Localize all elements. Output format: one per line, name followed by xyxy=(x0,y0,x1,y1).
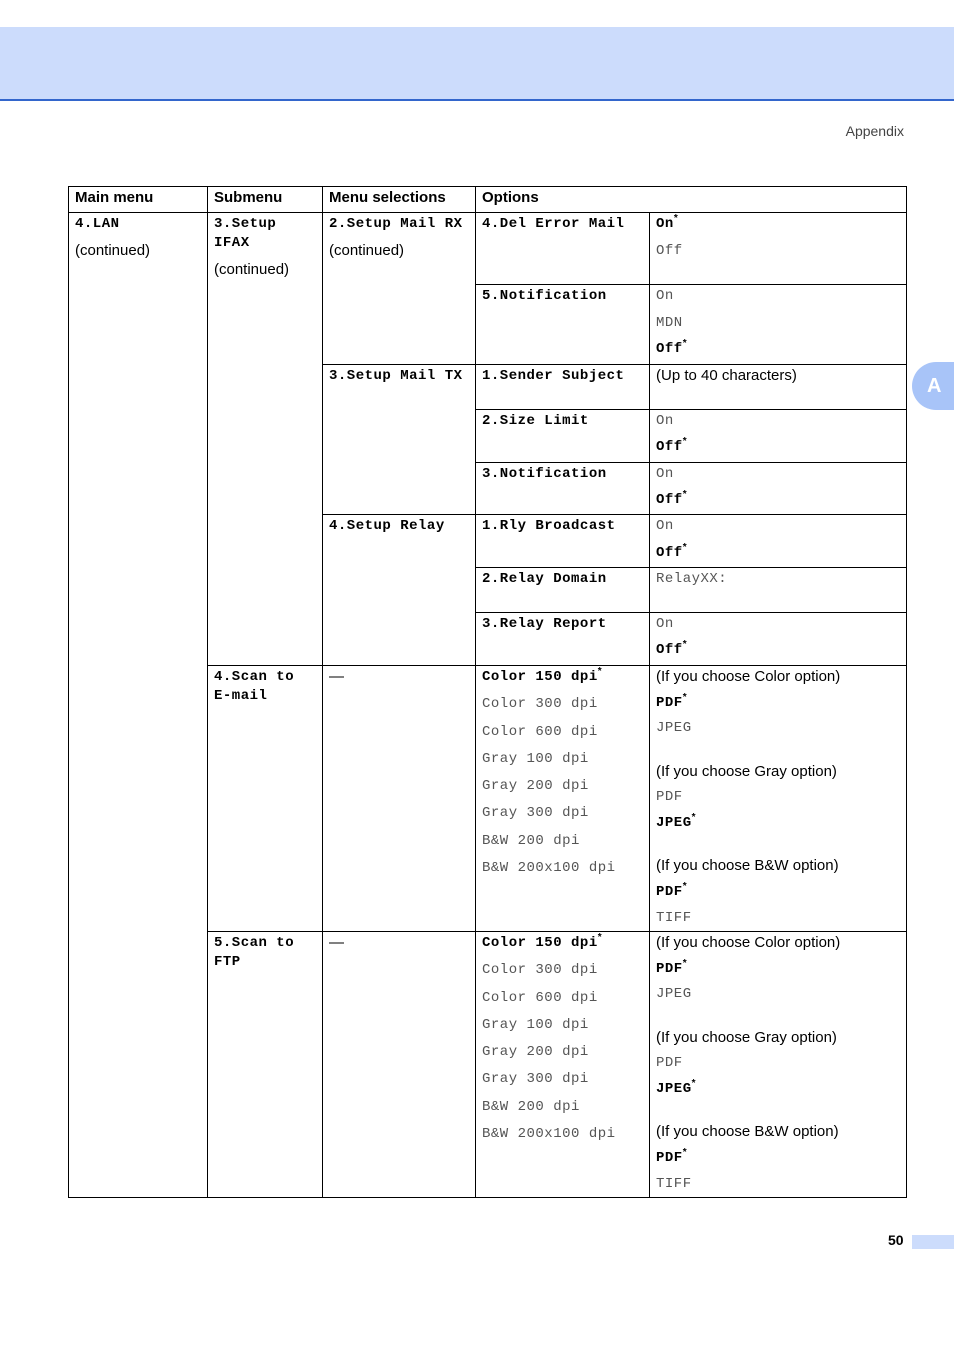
resolution-item: Gray 100 dpi xyxy=(482,1017,589,1033)
rule xyxy=(207,186,208,1198)
value-on-default: On * xyxy=(656,216,678,232)
rule xyxy=(475,186,476,1198)
format-default: PDF * xyxy=(656,1150,687,1166)
value-on: On xyxy=(656,288,674,304)
format-item: JPEG xyxy=(656,986,692,1002)
resolution-item: B&W 200x100 dpi xyxy=(482,860,616,876)
submenu-scan-to-ftp-line2: FTP xyxy=(214,954,241,970)
gray-option-heading: (If you choose Gray option) xyxy=(656,763,837,780)
dash: — xyxy=(329,668,344,685)
rule xyxy=(476,612,907,613)
page-number: 50 xyxy=(888,1232,904,1248)
selection-setup-mail-rx: 2.Setup Mail RX xyxy=(329,216,463,232)
value-on: On xyxy=(656,518,674,534)
selection-note: (continued) xyxy=(329,242,405,259)
option-relay-domain: 2.Relay Domain xyxy=(482,571,607,587)
color-option-heading: (If you choose Color option) xyxy=(656,934,841,951)
resolution-default: Color 150 dpi * xyxy=(482,669,602,685)
col-header-main-menu: Main menu xyxy=(75,189,154,206)
format-item: TIFF xyxy=(656,910,692,926)
resolution-item: B&W 200 dpi xyxy=(482,1099,580,1115)
resolution-item: Color 600 dpi xyxy=(482,990,598,1006)
resolution-item: Color 600 dpi xyxy=(482,724,598,740)
option-notification-rx: 5.Notification xyxy=(482,288,607,304)
value-subject-limit: (Up to 40 characters) xyxy=(656,367,797,384)
value-on: On xyxy=(656,466,674,482)
option-relay-report: 3.Relay Report xyxy=(482,616,607,632)
value-off-default: Off * xyxy=(656,341,687,357)
rule xyxy=(476,284,907,285)
header-band xyxy=(0,27,954,99)
dash: — xyxy=(329,934,344,951)
format-item: PDF xyxy=(656,789,683,805)
resolution-item: B&W 200 dpi xyxy=(482,833,580,849)
value-on: On xyxy=(656,616,674,632)
format-item: JPEG xyxy=(656,720,692,736)
value-off-default: Off * xyxy=(656,492,687,508)
value-on: On xyxy=(656,413,674,429)
rule xyxy=(476,409,907,410)
format-default: JPEG * xyxy=(656,815,696,831)
rule xyxy=(68,212,907,213)
resolution-item: Color 300 dpi xyxy=(482,962,598,978)
rule xyxy=(476,567,907,568)
resolution-item: Gray 300 dpi xyxy=(482,1071,589,1087)
rule xyxy=(322,364,907,365)
bw-option-heading: (If you choose B&W option) xyxy=(656,1123,839,1140)
rule xyxy=(322,514,907,515)
header-rule xyxy=(0,99,954,101)
resolution-item: Color 300 dpi xyxy=(482,696,598,712)
submenu-setup-ifax: 3.Setup xyxy=(214,216,277,232)
col-header-options: Options xyxy=(482,189,539,206)
resolution-item: Gray 100 dpi xyxy=(482,751,589,767)
footer-bar xyxy=(912,1235,954,1249)
resolution-item: Gray 200 dpi xyxy=(482,1044,589,1060)
submenu-scan-to-email-line2: E-mail xyxy=(214,688,268,704)
value-off-default: Off * xyxy=(656,439,687,455)
value-mdn: MDN xyxy=(656,315,683,331)
format-default: PDF * xyxy=(656,961,687,977)
value-off-default: Off * xyxy=(656,642,687,658)
selection-setup-relay: 4.Setup Relay xyxy=(329,518,445,534)
resolution-item: B&W 200x100 dpi xyxy=(482,1126,616,1142)
submenu-scan-to-ftp: 5.Scan to xyxy=(214,935,295,951)
format-item: TIFF xyxy=(656,1176,692,1192)
resolution-default: Color 150 dpi * xyxy=(482,935,602,951)
option-notification-tx: 3.Notification xyxy=(482,466,607,482)
value-off-default: Off * xyxy=(656,545,687,561)
option-sender-subject: 1.Sender Subject xyxy=(482,368,625,384)
resolution-item: Gray 300 dpi xyxy=(482,805,589,821)
appendix-tab[interactable]: A xyxy=(912,362,954,410)
section-label: Appendix xyxy=(845,123,904,139)
main-menu-note: (continued) xyxy=(75,242,151,259)
rule xyxy=(207,931,907,932)
format-default: PDF * xyxy=(656,695,687,711)
format-item: PDF xyxy=(656,1055,683,1071)
resolution-item: Gray 200 dpi xyxy=(482,778,589,794)
rule xyxy=(207,665,907,666)
submenu-note: (continued) xyxy=(214,261,290,278)
rule xyxy=(322,186,323,1198)
bw-option-heading: (If you choose B&W option) xyxy=(656,857,839,874)
selection-setup-mail-tx: 3.Setup Mail TX xyxy=(329,368,463,384)
main-menu-lan: 4.LAN xyxy=(75,216,120,232)
submenu-setup-ifax-line2: IFAX xyxy=(214,235,250,251)
value-relay-domain: RelayXX: xyxy=(656,571,728,587)
rule xyxy=(476,462,907,463)
option-size-limit: 2.Size Limit xyxy=(482,413,589,429)
color-option-heading: (If you choose Color option) xyxy=(656,668,841,685)
format-default: PDF * xyxy=(656,884,687,900)
col-header-submenu: Submenu xyxy=(214,189,283,206)
option-rly-broadcast: 1.Rly Broadcast xyxy=(482,518,616,534)
format-default: JPEG * xyxy=(656,1081,696,1097)
option-del-error-mail: 4.Del Error Mail xyxy=(482,216,625,232)
gray-option-heading: (If you choose Gray option) xyxy=(656,1029,837,1046)
rule xyxy=(649,212,650,1198)
col-header-menu-selections: Menu selections xyxy=(329,189,446,206)
value-off: Off xyxy=(656,243,683,259)
submenu-scan-to-email: 4.Scan to xyxy=(214,669,295,685)
